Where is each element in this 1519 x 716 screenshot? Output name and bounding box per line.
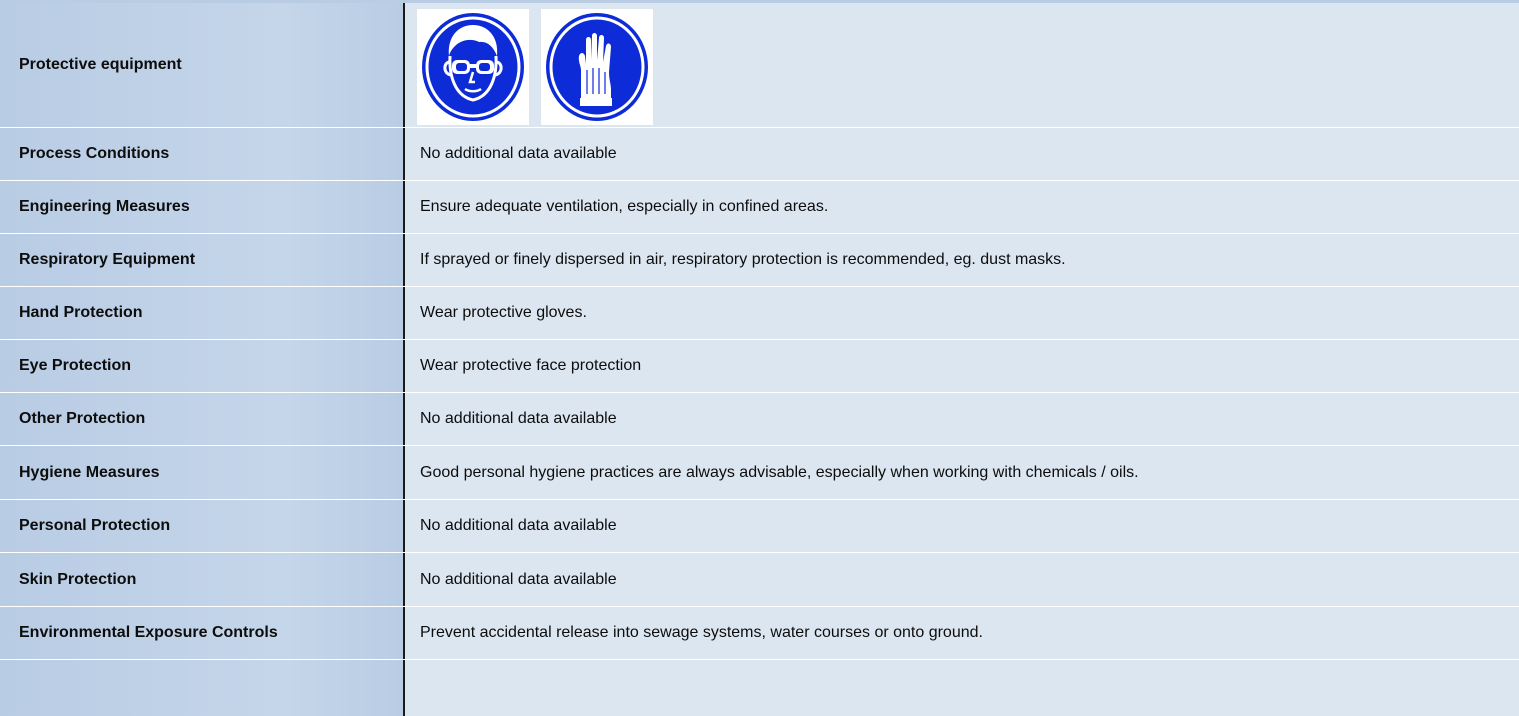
row-value-cell (405, 553, 1519, 606)
row-label: Hand Protection (19, 304, 143, 321)
row-value-cell (405, 500, 1519, 552)
table-row (0, 553, 1519, 607)
row-label-cell (0, 393, 405, 445)
row-label: Respiratory Equipment (19, 251, 196, 268)
hand-protection-icon (541, 9, 653, 125)
table-row (0, 660, 1519, 716)
row-value-cell (405, 340, 1519, 392)
row-label: Protective equipment (19, 56, 182, 73)
row-value: Good personal hygiene practices are always advisable, especially when working with chemicals / oils. (420, 463, 1139, 481)
row-value: No additional data available (420, 145, 617, 162)
row-value: If sprayed or finely dispersed in air, respiratory protection is recommended, eg. dust masks. (420, 251, 1066, 268)
table-row-protective-equipment (0, 3, 1519, 128)
row-label-cell (0, 446, 405, 499)
table-row (0, 181, 1519, 234)
row-label-cell (0, 340, 405, 392)
row-label-cell (0, 553, 405, 606)
eye-protection-icon (417, 9, 529, 125)
row-label: Environmental Exposure Controls (19, 624, 278, 641)
row-label: Engineering Measures (19, 198, 190, 215)
ppe-pictograms (417, 9, 653, 125)
row-label: Process Conditions (19, 145, 170, 162)
row-label: Personal Protection (19, 517, 171, 534)
row-value-cell (405, 287, 1519, 339)
row-value: No additional data available (420, 570, 617, 588)
row-label-cell (0, 660, 405, 716)
row-label-cell (0, 287, 405, 339)
row-label-cell (0, 500, 405, 552)
row-label-cell (0, 234, 405, 286)
table-row (0, 446, 1519, 500)
table-row (0, 607, 1519, 660)
row-value-cell (405, 446, 1519, 499)
row-label: Eye Protection (19, 357, 132, 374)
table-row (0, 340, 1519, 393)
row-value-cell (405, 393, 1519, 445)
row-value: Ensure adequate ventilation, especially in confined areas. (420, 198, 829, 215)
row-value-cell (405, 660, 1519, 716)
row-value-cell (405, 128, 1519, 180)
row-value: Prevent accidental release into sewage systems, water courses or onto ground. (420, 624, 983, 641)
row-label-cell (0, 3, 405, 127)
row-label-cell (0, 181, 405, 233)
table-row (0, 234, 1519, 287)
row-label: Skin Protection (19, 570, 137, 588)
row-value-cell (405, 607, 1519, 659)
row-value: Wear protective face protection (420, 357, 642, 374)
table-row (0, 500, 1519, 553)
row-value-cell (405, 234, 1519, 286)
row-label-cell (0, 607, 405, 659)
table-row (0, 287, 1519, 340)
row-value-cell (405, 3, 1519, 127)
table-row (0, 128, 1519, 181)
row-value-cell (405, 181, 1519, 233)
row-label: Hygiene Measures (19, 463, 160, 481)
row-value: No additional data available (420, 410, 617, 427)
table-row (0, 393, 1519, 446)
row-label: Other Protection (19, 410, 146, 427)
row-value: No additional data available (420, 517, 617, 534)
row-value: Wear protective gloves. (420, 304, 587, 321)
row-label-cell (0, 128, 405, 180)
